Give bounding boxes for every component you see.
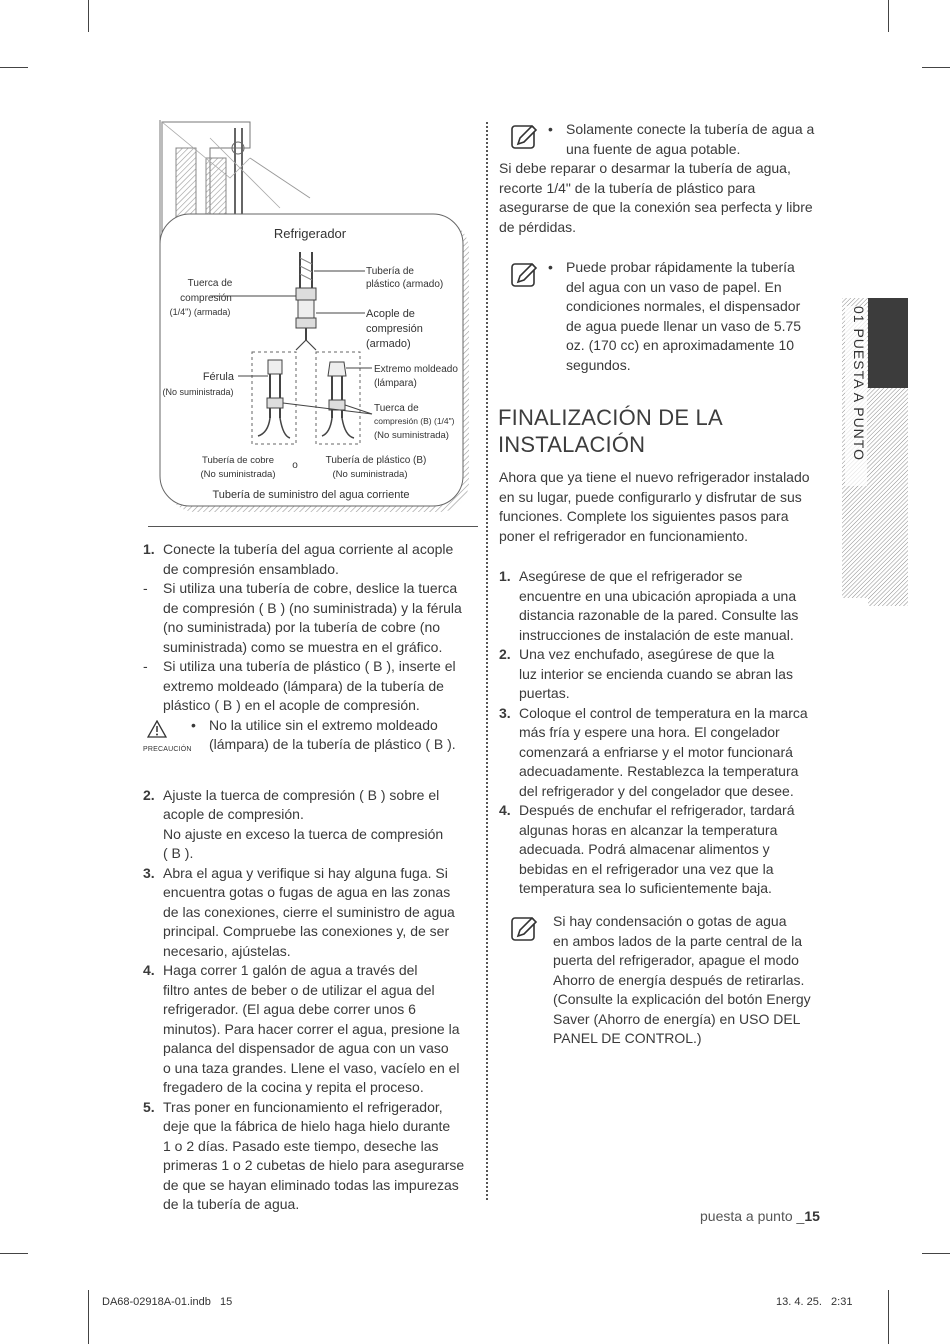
text-line: comenzará a enfriarse y el motor funcionará — [519, 743, 793, 760]
text-line: del refrigerador y del congelador que desee. — [519, 782, 794, 799]
text-line: extremo moldeado (lámpara) de la tubería de — [163, 677, 444, 694]
step-5 — [143, 1098, 483, 1215]
installation-figure — [150, 118, 475, 518]
step-number: 4. — [499, 802, 511, 818]
crop-mark — [88, 1290, 89, 1344]
text-line: en su lugar, puede configurarlo y disfrutar de sus — [499, 488, 802, 505]
step-number: 5. — [143, 1098, 155, 1115]
text-line: de las conexiones, cierre el suministro de agua — [163, 903, 455, 920]
text-line: de la tubería de agua. — [163, 1196, 300, 1212]
label-ferula-1: Férula — [202, 371, 234, 383]
label-acople-2: compresión — [366, 323, 423, 335]
figure-caption: Tubería de suministro del agua corriente — [212, 489, 410, 501]
dash-marker: - — [143, 658, 148, 674]
note-pencil-icon — [510, 914, 540, 944]
step-2 — [499, 645, 839, 704]
text-line: Ahorro de energía después de retirarlas. — [553, 971, 805, 988]
note-3 — [553, 912, 843, 1049]
text-line: algunas horas en alcanzar la temperatura — [519, 821, 778, 838]
text-line: instrucciones de instalación de este manual. — [519, 626, 794, 643]
text-line: adecuadamente. Restablezca la temperatura — [519, 763, 799, 779]
text-line: primeras 1 o 2 cubetas de hielo para asegurarse — [163, 1157, 465, 1173]
text-line: temperatura sea lo suficientemente baja. — [519, 880, 772, 896]
text-line: adecuada. Podrá almacenar alimentos y — [519, 841, 770, 857]
left-column — [143, 540, 483, 1215]
page-number: 15 — [804, 1208, 820, 1224]
section-intro — [499, 468, 839, 546]
section-heading — [498, 404, 828, 458]
text-line: suministrada) como se muestra en el gráfico. — [163, 638, 443, 655]
text-line: de que se hayan eliminado todas las impurezas — [163, 1176, 459, 1193]
side-tab-label: 01 PUESTA A PUNTO — [845, 306, 867, 486]
text-line: 1 o 2 días. Pasado este tiempo, deseche las — [163, 1137, 439, 1154]
footer-section: puesta a punto _ — [700, 1208, 805, 1224]
column-divider — [486, 122, 488, 1200]
text-line: puerta del refrigerador, apague el modo — [553, 952, 799, 968]
warning-triangle-icon — [147, 720, 167, 738]
label-extremo-1: Extremo moldeado — [374, 364, 458, 375]
text-line: deje que la fábrica de hielo haga hielo durante — [163, 1118, 451, 1134]
text-line: PANEL DE CONTROL.) — [553, 1030, 702, 1046]
text-line: (no suministrada) por la tubería de cobre (no — [163, 619, 441, 635]
dash-item-plastic — [143, 657, 483, 716]
text-line: encuentra gotas o fugas de agua en las zonas — [163, 884, 451, 900]
text-line: acople de compresión. — [163, 806, 304, 822]
text-line: principal. Compruebe las conexiones y, de ser — [163, 923, 450, 939]
label-plasticob-2: (No suministrada) — [332, 469, 408, 480]
text-line: Si utiliza una tubería de cobre, deslice la tuerca — [163, 580, 458, 596]
dash-marker: - — [143, 580, 148, 596]
crop-mark — [0, 67, 28, 68]
text-line: Haga correr 1 galón de agua a través del — [163, 962, 418, 978]
step-4 — [499, 801, 839, 899]
print-file-info: DA68-02918A-01.indb 15 — [102, 1296, 233, 1308]
text-line: filtro antes de beber o de utilizar el agua del — [163, 981, 435, 998]
text-line: palanca del dispensador de agua con un vaso — [163, 1040, 449, 1056]
step-number: 3. — [143, 864, 155, 881]
step-3 — [143, 864, 483, 962]
text-line: bebidas en el refrigerador una vez que la — [519, 860, 774, 877]
text-line: Después de enchufar el refrigerador, tardará — [519, 802, 795, 818]
text-line: No ajuste en exceso la tuerca de compresión — [163, 825, 444, 842]
text-line: luz interior se encienda cuando se abran las — [519, 665, 793, 682]
text-line: Coloque el control de temperatura en la marca — [519, 704, 808, 721]
text-line: poner el refrigerador en funcionamiento. — [499, 527, 749, 544]
text-line: minutos). Para hacer correr el agua, presione la — [163, 1020, 460, 1037]
text-line: Asegúrese de que el refrigerador se — [519, 568, 743, 584]
crop-mark — [922, 67, 950, 68]
step-number: 3. — [499, 704, 511, 721]
label-acople-3: (armado) — [366, 338, 411, 350]
caution-label: PRECAUCIÓN — [143, 745, 192, 753]
crop-mark — [0, 1253, 28, 1254]
step-number: 1. — [143, 541, 155, 557]
label-ferula-2: (No suministrada) — [162, 387, 234, 397]
step-1 — [143, 540, 483, 579]
text-line: una fuente de agua potable. — [566, 140, 741, 157]
text-line: Tras poner en funcionamiento el refrigerador, — [163, 1098, 443, 1115]
step-number: 2. — [499, 646, 511, 662]
crop-mark — [888, 1290, 889, 1344]
text-line: en ambos lados de la parte central de la — [553, 932, 803, 949]
note-1-bullet: • Solamente conecte la tubería de agua a una fuente de agua potable. — [548, 120, 838, 159]
text-line: Una vez enchufado, asegúrese de que la — [519, 646, 775, 662]
crop-mark — [922, 1253, 950, 1254]
step-number: 1. — [499, 568, 511, 584]
text-line: o una taza grandes. Llene el vaso, vacíelo en el — [163, 1059, 460, 1076]
caution-text: • No la utilice sin el extremo moldeado (lámpara) de la tubería de plástico ( B ). — [191, 716, 491, 755]
text-line: oz. (170 cc) en aproximadamente 10 — [566, 337, 795, 353]
figure-rule — [148, 526, 478, 527]
text-line: de compresión ( B ) (no suministrada) y la férula — [163, 599, 462, 616]
text-line: (Consulte la explicación del botón Energy — [553, 991, 811, 1007]
step-3 — [499, 704, 839, 802]
figure-title: Refrigerador — [273, 226, 347, 241]
note-2-bullet: • Puede probar rápidamente la tubería del agua con un vaso de papel. En condiciones normales, el dispensador de agua puede llenar un vaso de 5.75 oz. (170 cc) en aproximadamente 10 segundos. — [548, 258, 838, 375]
label-tuercab-3: (No suministrada) — [374, 430, 449, 441]
text-line: Si debe reparar o desarmar la tubería de agua, — [499, 160, 791, 176]
tubing-diagram — [150, 118, 475, 518]
text-line: Si utiliza una tubería de plástico ( B ), inserte el — [163, 658, 456, 674]
text-line: refrigerador. (El agua debe correr unos 6 — [163, 1001, 416, 1017]
side-tab — [842, 298, 908, 606]
label-tuberia-plastico-armado-2: plástico (armado) — [366, 279, 444, 290]
text-line: Solamente conecte la tubería de agua a — [566, 121, 815, 137]
dash-item-copper — [143, 579, 483, 657]
text-line: funciones. Complete los siguientes pasos para — [499, 508, 789, 524]
text-line: de agua puede llenar un vaso de 5.75 — [566, 317, 802, 334]
text-line: (lámpara) de la tubería de plástico ( B ). — [209, 736, 456, 752]
print-date: 13. 4. 25. 2:31 — [776, 1296, 853, 1308]
label-tuerca-3: (1/4") (armada) — [169, 307, 231, 317]
text-line: asegurarse de que la conexión sea perfecta y libre — [499, 199, 813, 215]
heading-line: INSTALACIÓN — [498, 432, 646, 457]
text-line: recorte 1/4" de la tubería de plástico para — [499, 179, 756, 196]
text-line: distancia razonable de la pared. Consulte las — [519, 607, 799, 623]
text-line: Abra el agua y verifique si hay alguna fuga. Si — [163, 864, 448, 881]
text-line: necesario, ajústelas. — [163, 942, 291, 959]
note-1-body — [499, 159, 839, 237]
label-tuercab-1: Tuerca de — [374, 403, 419, 414]
text-line: fregadero de la cocina y repita el proceso. — [163, 1079, 424, 1095]
text-line: condiciones normales, el dispensador — [566, 298, 801, 314]
text-line: Ajuste la tuerca de compresión ( B ) sobre el — [163, 786, 440, 803]
step-1 — [499, 567, 839, 645]
heading-line: FINALIZACIÓN DE LA — [498, 405, 723, 430]
label-o: o — [292, 460, 298, 471]
step-4 — [143, 961, 483, 1098]
step-number: 2. — [143, 786, 155, 803]
label-cobre-2: (No suministrada) — [200, 469, 276, 480]
text-line: más fría y espere una hora. El congelador — [519, 724, 780, 740]
text-line: Conecte la tubería del agua corriente al acople — [163, 541, 454, 557]
text-line: segundos. — [566, 356, 631, 373]
crop-mark — [888, 0, 889, 32]
text-line: Ahora que ya tiene el nuevo refrigerador instalado — [499, 469, 810, 485]
text-line: plástico ( B ) en el acople de compresión. — [163, 697, 420, 713]
text-line: encuentre en una ubicación apropiada a una — [519, 587, 797, 604]
text-line: Si hay condensación o gotas de agua — [553, 913, 787, 929]
note-pencil-icon — [510, 260, 540, 290]
label-acople-1: Acople de — [366, 308, 415, 320]
label-tuerca-1: Tuerca de — [187, 278, 233, 289]
label-tuercab-2: compresión (B) (1/4") — [374, 416, 455, 426]
step-2 — [143, 786, 483, 864]
step-number: 4. — [143, 962, 155, 978]
label-extremo-2: (lámpara) — [374, 378, 417, 389]
label-cobre-1: Tubería de cobre — [202, 455, 274, 466]
text-line: Saver (Ahorro de energía) en USO DEL — [553, 1010, 801, 1027]
right-steps — [499, 567, 839, 899]
text-line: puertas. — [519, 685, 570, 701]
text-line: ( B ). — [163, 845, 194, 861]
text-line: No la utilice sin el extremo moldeado — [209, 716, 438, 733]
caution-note — [143, 716, 483, 772]
label-tuerca-2: compresión — [180, 293, 232, 304]
text-line: de compresión ensamblado. — [163, 560, 339, 577]
note-pencil-icon — [510, 122, 540, 152]
text-line: del agua con un vaso de papel. En — [566, 278, 782, 295]
page-footer — [700, 1208, 820, 1224]
text-line: Puede probar rápidamente la tubería — [566, 259, 795, 275]
label-tuberia-plastico-armado-1: Tubería de — [366, 266, 414, 277]
label-plasticob-1: Tubería de plástico (B) — [325, 455, 427, 466]
crop-mark — [88, 0, 89, 32]
text-line: de pérdidas. — [499, 218, 577, 235]
